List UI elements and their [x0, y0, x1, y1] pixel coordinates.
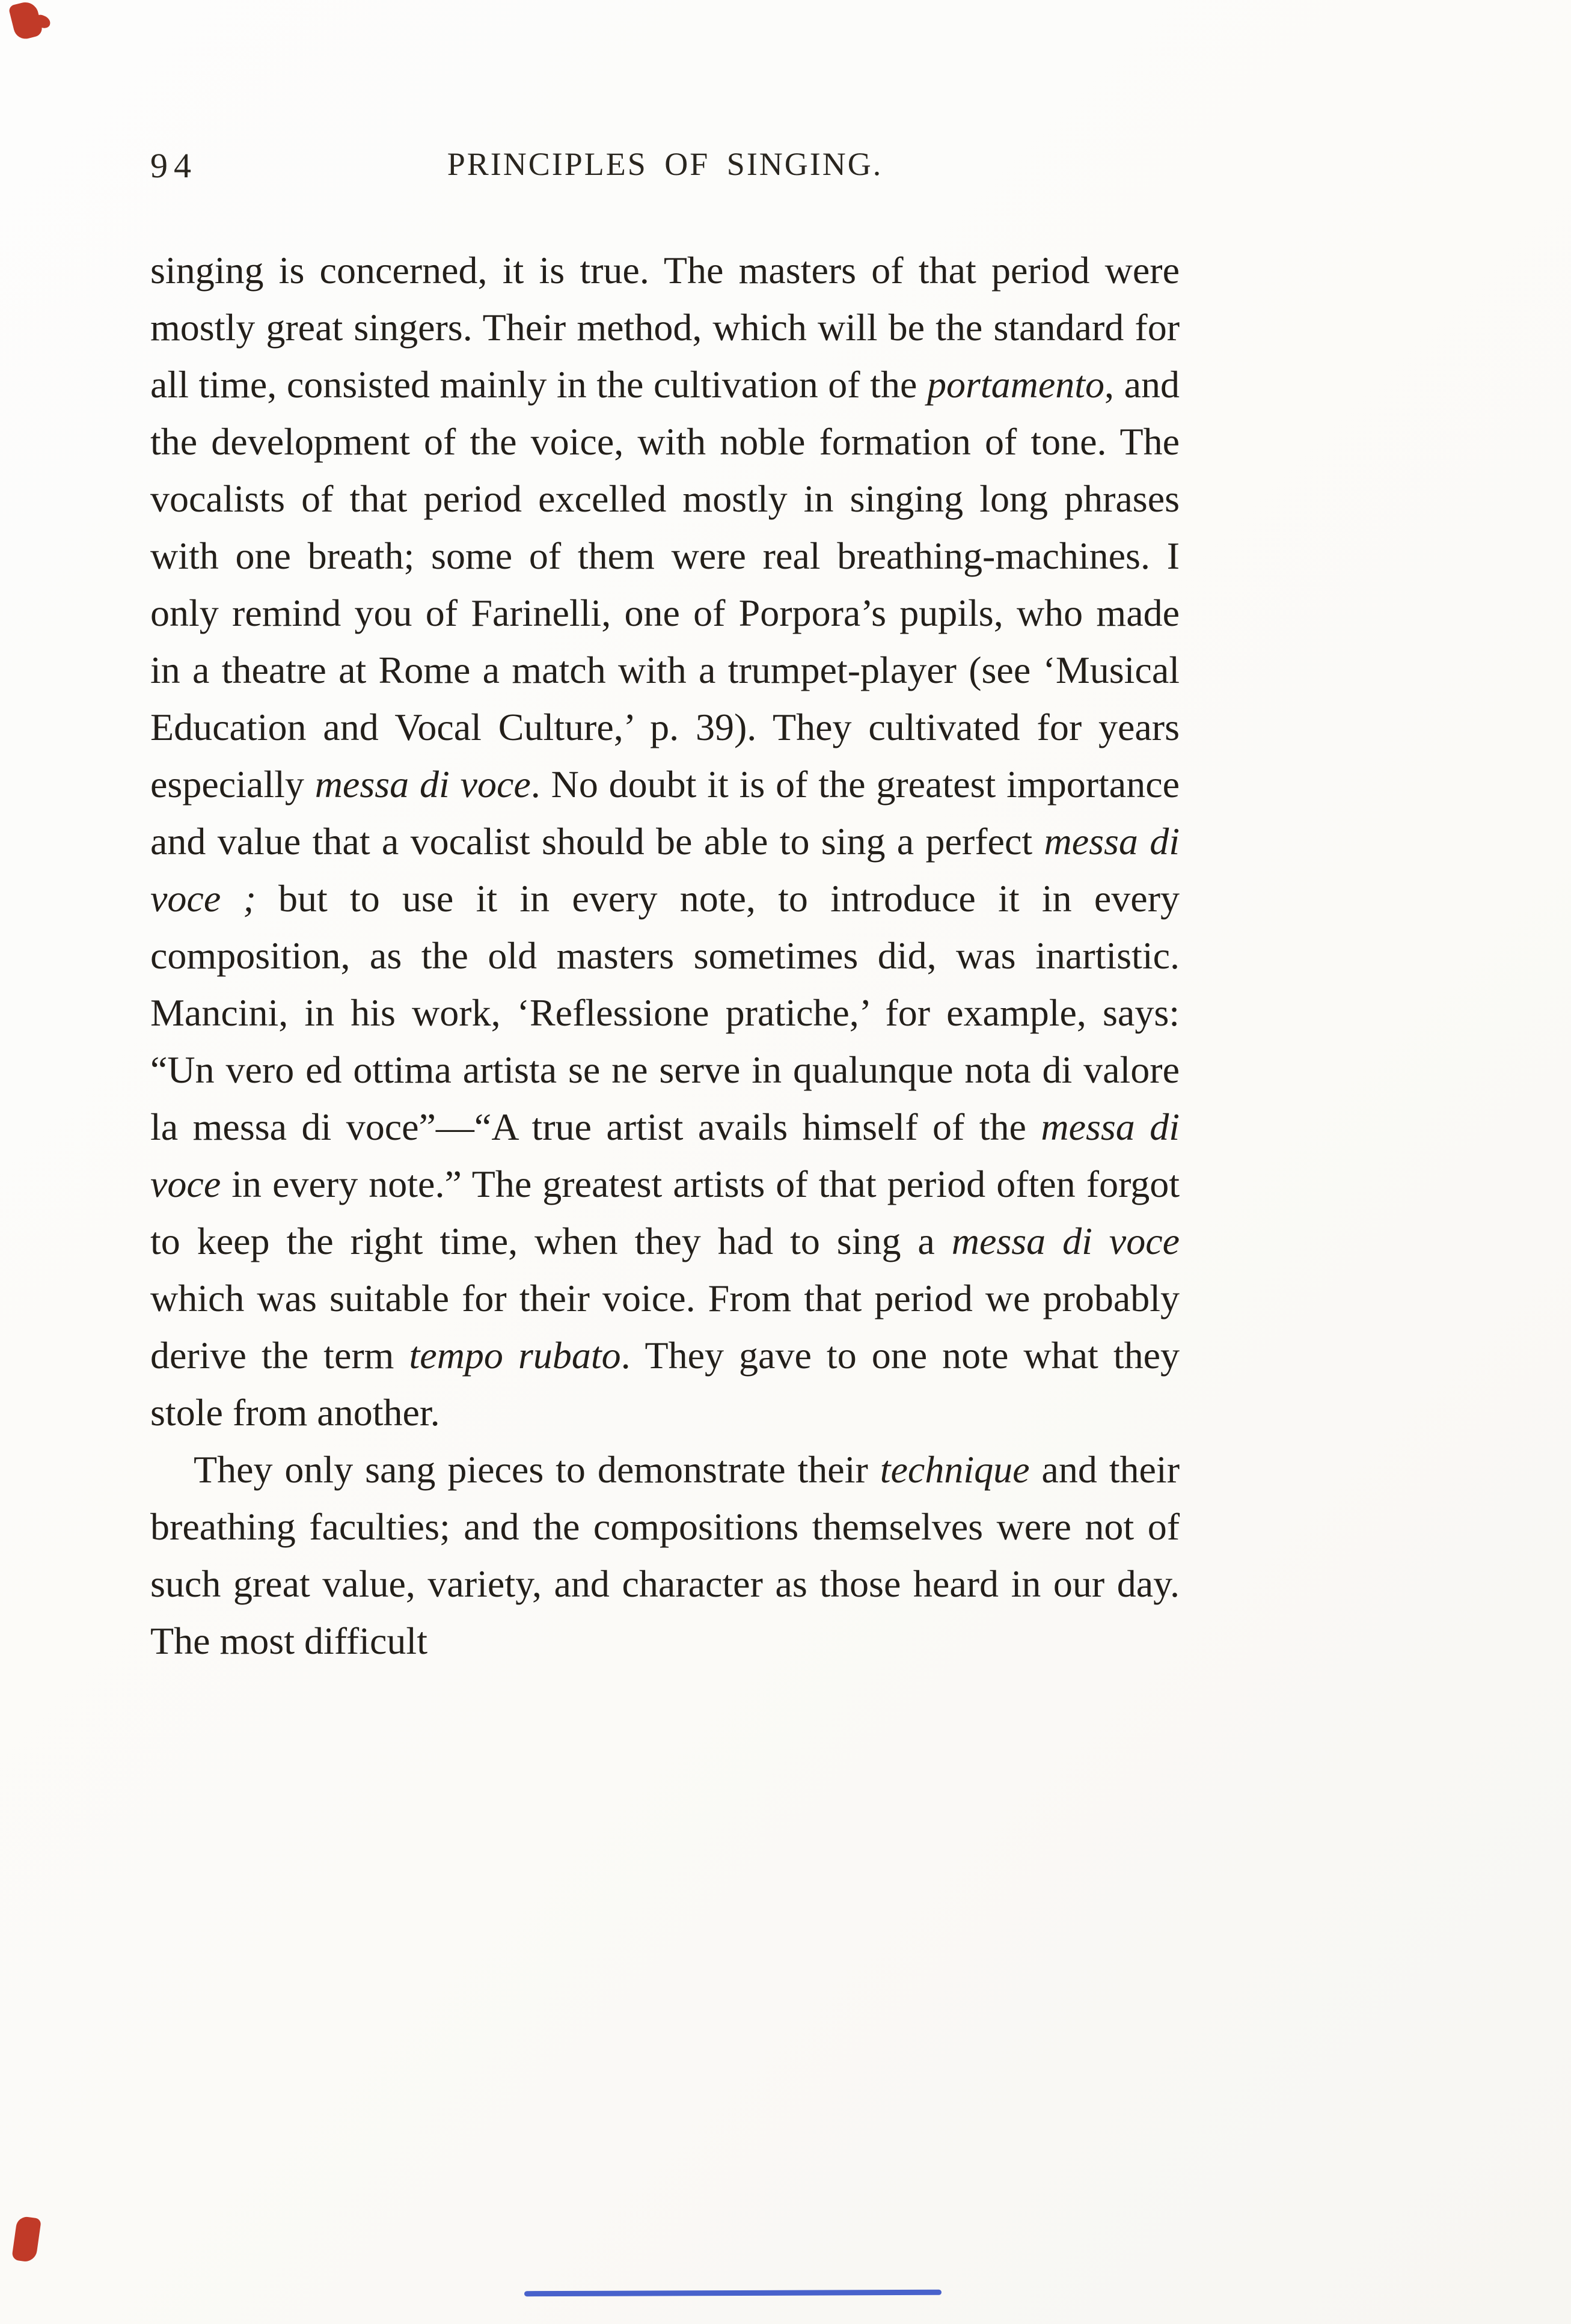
text-segment: . No doubt it is of the greatest importance and value that a vocalist should be able to sing a perfect [150, 763, 1180, 863]
text-segment: which was suitable for their voice. From that period we probably derive the term [150, 1277, 1180, 1377]
scan-mark-top-left-secondary [33, 13, 52, 30]
text-segment: messa di voce [150, 1105, 1180, 1205]
text-segment: tempo rubato [409, 1334, 621, 1377]
page-header [150, 145, 1180, 194]
text-segment: and their breathing faculties; and the compositions themselves were not of such great value, variety, and character as those heard in our day. The most difficult [150, 1448, 1180, 1662]
text-segment: technique [880, 1448, 1030, 1491]
page-number: 94 [150, 146, 197, 185]
paragraph [150, 242, 1180, 1441]
text-segment: portamento [926, 363, 1105, 406]
text-segment: . They gave to one note what they stole from another. [150, 1334, 1180, 1434]
text-segment: but to use it in every note, to introduce it in every composition, as the old masters sometimes did, was inartistic. Mancini, in his work, ‘Reflessione pratiche,’ for example, says: “Un vero ed ottima artista se ne serve in qualunque nota di valore la messa di voce”—“A true artist avails himself of the [150, 877, 1180, 1148]
running-title: PRINCIPLES OF SINGING. [447, 146, 883, 182]
text-segment: messa di voce [951, 1220, 1180, 1262]
text-segment: singing is concerned, it is true. The masters of that period were mostly great singers. Their method, which will be the standard for all time, consisted mainly in the cultivation of the [150, 249, 1180, 406]
text-segment: in every note.” The greatest artists of that period often forgot to keep the right time, when they had to sing a [150, 1163, 1180, 1262]
text-segment: messa di voce [314, 763, 531, 806]
scan-mark-top-left [8, 0, 43, 41]
scan-line-bottom [524, 2290, 942, 2296]
text-segment: They only sang pieces to demonstrate their [194, 1448, 880, 1491]
text-segment: messa di voce ; [150, 820, 1180, 920]
scan-mark-bottom-left [11, 2216, 41, 2263]
text-segment: , and the development of the voice, with noble formation of tone. The vocalists of that period excelled mostly in singing long phrases with one breath; some of them were real breathing-machines. I only remind you of Farinelli, one of Porpora’s pupils, who made in a theatre at Rome a match with a trumpet-player (see ‘Musical Education and Vocal Culture,’ p. 39). They cultivated for years especially [150, 363, 1180, 806]
body-text [150, 242, 1180, 1669]
paragraph [150, 1441, 1180, 1669]
